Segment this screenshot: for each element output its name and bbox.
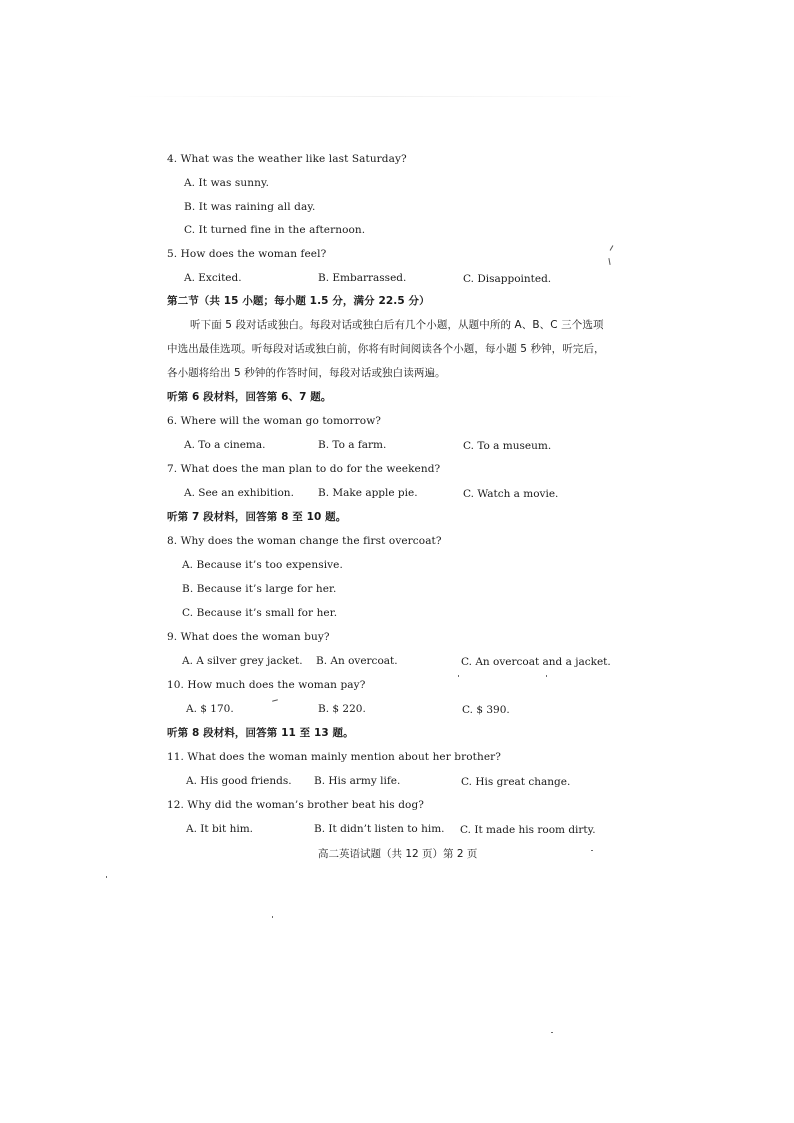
q4-option-c: C. It turned fine in the afternoon.: [184, 224, 366, 236]
q10-option-a: A. $ 170.: [186, 703, 234, 715]
q7-option-b: B. Make apple pie.: [318, 487, 418, 499]
q4-stem: 4. What was the weather like last Saturday?: [167, 153, 407, 165]
q12-option-a: A. It bit him.: [186, 823, 254, 835]
page-footer: 高二英语试题（共 12 页）第 2 页: [318, 848, 478, 860]
q9-option-b: B. An overcoat.: [316, 655, 398, 667]
q6-option-b: B. To a farm.: [318, 439, 387, 451]
scan-edge-artifact: [120, 96, 640, 97]
q11-option-b: B. His army life.: [314, 775, 401, 787]
q11-option-c: C. His great change.: [461, 776, 571, 788]
q8-option-a: A. Because it’s too expensive.: [182, 559, 343, 571]
q7-option-c: C. Watch a movie.: [463, 488, 559, 500]
q6-option-a: A. To a cinema.: [184, 439, 266, 451]
pen-mark: [608, 258, 610, 265]
segment-7-heading: 听第 7 段材料，回答第 8 至 10 题。: [167, 511, 347, 523]
segment-8-heading: 听第 8 段材料，回答第 11 至 13 题。: [167, 727, 354, 739]
section-2-title: 第二节（共 15 小题；每小题 1.5 分，满分 22.5 分）: [167, 295, 430, 307]
q9-stem: 9. What does the woman buy?: [167, 631, 330, 643]
q9-option-c: C. An overcoat and a jacket.: [461, 656, 611, 668]
q6-option-c: C. To a museum.: [463, 440, 552, 452]
section-2-instruction-line-1: 听下面 5 段对话或独白。每段对话或独白后有几个小题，从题中所的 A、B、C 三个选项: [190, 319, 604, 331]
scan-speck: [106, 876, 107, 878]
q5-option-c: C. Disappointed.: [463, 273, 552, 285]
q5-option-b: B. Embarrassed.: [318, 272, 407, 284]
pen-mark: [272, 699, 278, 702]
scan-speck: [591, 850, 593, 851]
q7-stem: 7. What does the man plan to do for the weekend?: [167, 463, 441, 475]
q6-stem: 6. Where will the woman go tomorrow?: [167, 415, 382, 427]
scan-speck: [272, 916, 273, 918]
section-2-instruction-line-3: 各小题将给出 5 秒钟的作答时间，每段对话或独白读两遍。: [167, 367, 446, 379]
q7-option-a: A. See an exhibition.: [184, 487, 294, 499]
segment-6-heading: 听第 6 段材料，回答第 6、7 题。: [167, 391, 332, 403]
scan-speck: [551, 1032, 553, 1033]
scan-speck: [458, 675, 459, 677]
q10-option-c: C. $ 390.: [462, 704, 510, 716]
section-2-instruction-line-2: 中选出最佳选项。听每段对话或独白前，你将有时间阅读各个小题，每小题 5 秒钟，听完后，: [167, 343, 605, 355]
q4-option-a: A. It was sunny.: [184, 177, 270, 189]
q4-option-b: B. It was raining all day.: [184, 201, 316, 213]
q5-stem: 5. How does the woman feel?: [167, 248, 327, 260]
pen-mark: [610, 245, 614, 251]
q11-stem: 11. What does the woman mainly mention about her brother?: [167, 751, 502, 763]
q8-stem: 8. Why does the woman change the first overcoat?: [167, 535, 442, 547]
q5-option-a: A. Excited.: [184, 272, 242, 284]
q12-option-c: C. It made his room dirty.: [460, 824, 596, 836]
q10-stem: 10. How much does the woman pay?: [167, 679, 366, 691]
q9-option-a: A. A silver grey jacket.: [182, 655, 303, 667]
q8-option-c: C. Because it’s small for her.: [182, 607, 338, 619]
q11-option-a: A. His good friends.: [186, 775, 292, 787]
q10-option-b: B. $ 220.: [318, 703, 366, 715]
scan-speck: [546, 675, 547, 677]
q8-option-b: B. Because it’s large for her.: [182, 583, 337, 595]
q12-stem: 12. Why did the woman’s brother beat his dog?: [167, 799, 424, 811]
q12-option-b: B. It didn’t listen to him.: [314, 823, 445, 835]
